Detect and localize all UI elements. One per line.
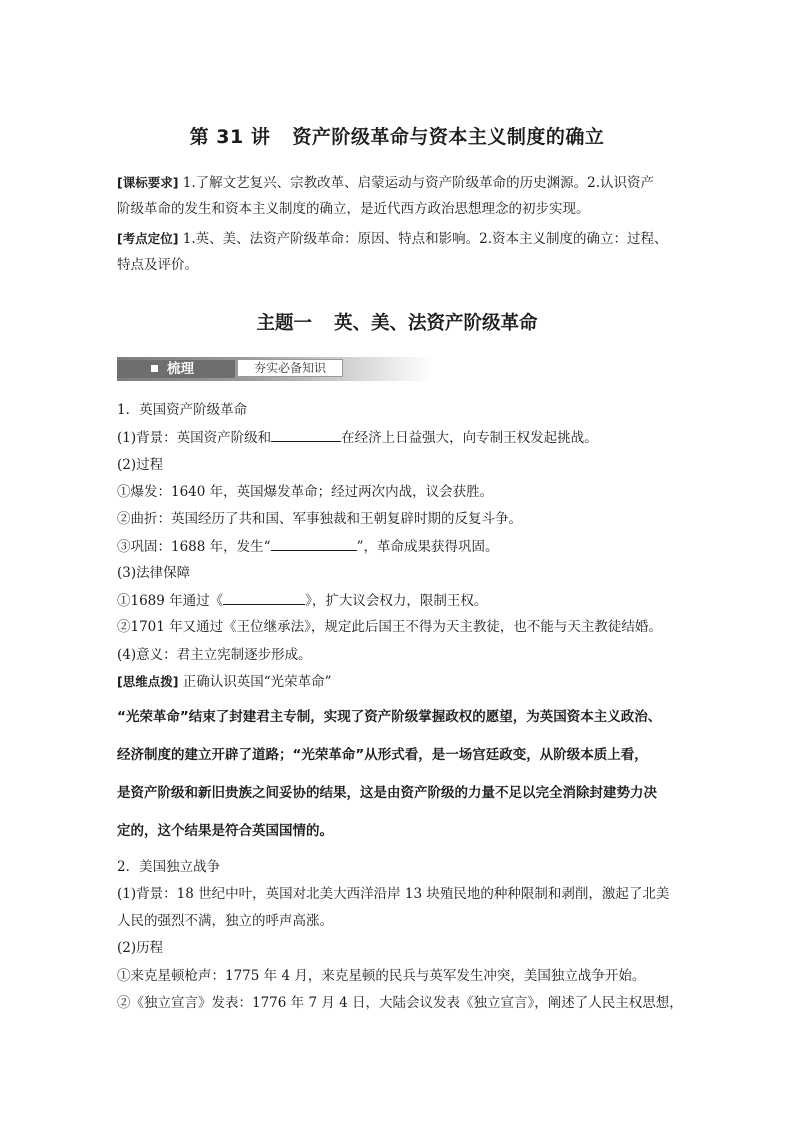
topic-title (0, 309, 794, 335)
lecture-heading: 资产阶级革命与资本主义制度的确立 (292, 126, 605, 148)
section-2-process-heading: (2)历程 (117, 940, 164, 956)
insight-line-2: 经济制度的建立开辟了道路；“光荣革命”从形式看，是一场宫廷政变，从阶级本质上看， (117, 747, 648, 763)
requirements-text-1: 1.了解文艺复兴、宗教改革、启蒙运动与资产阶级革命的历史渊源。2.认识资产 (182, 175, 654, 191)
positioning-text-2: 特点及评价。 (117, 257, 198, 273)
fill-blank (271, 427, 341, 442)
section-1-twists: ②曲折：英国经历了共和国、军事独裁和王朝复辟时期的反复斗争。 (117, 511, 522, 527)
section-banner (117, 357, 432, 381)
section-2-declaration: ②《独立宣言》发表：1776 年 7 月 4 日，大陆会议发表《独立宣言》，阐述了人民主权思想， (117, 995, 683, 1011)
section-1-outbreak: ①爆发：1640 年，英国爆发革命；经过两次内战，议会获胜。 (117, 484, 494, 500)
insight-tag: [思维点拨] (117, 674, 179, 689)
section-1-process-heading: (2)过程 (117, 457, 164, 473)
section-2-background-1: (1)背景：18 世纪中叶，英国对北美大西洋沿岸 13 块殖民地的种种限制和剥削，激起了北美 (117, 886, 670, 902)
square-bullet-icon (151, 365, 158, 372)
insight-line-4: 定的，这个结果是符合英国国情的。 (117, 823, 333, 839)
insight-title: 正确认识英国“光荣革命” (182, 674, 332, 690)
section-1-law-2: ②1701 年又通过《王位继承法》，规定此后国王不得为天主教徒，也不能与天主教徒结婚。 (117, 619, 662, 635)
section-1-heading: 1．英国资产阶级革命 (117, 402, 248, 418)
insight-heading (117, 672, 332, 692)
section-1-law-heading: (3)法律保障 (117, 565, 191, 581)
positioning-tag: [考点定位] (117, 231, 179, 246)
section-1-consolidate: ③巩固：1688 年，发生“ ”，革命成果获得巩固。 (117, 536, 498, 557)
topic-heading: 英、美、法资产阶级革命 (334, 313, 538, 334)
positioning-text-1: 1.英、美、法资产阶级革命：原因、特点和影响。2.资本主义制度的确立：过程、 (182, 231, 668, 247)
section-1-meaning: (4)意义：君主立宪制逐步形成。 (117, 647, 312, 663)
requirements-paragraph (117, 170, 679, 222)
lecture-number: 第 31 讲 (189, 126, 271, 148)
topic-label: 主题一 (256, 313, 312, 334)
banner-subtitle: 夯实必备知识 (237, 359, 343, 377)
requirements-text-2: 阶级革命的发生和资本主义制度的确立，是近代西方政治思想理念的初步实现。 (117, 201, 590, 217)
banner-label: 梳理 (167, 361, 194, 377)
insight-line-3: 是资产阶级和新旧贵族之间妥协的结果，这是由资产阶级的力量不足以完全消除封建势力决 (117, 785, 657, 801)
section-1-law-1: ①1689 年通过《 》，扩大议会权力，限制王权。 (117, 590, 487, 611)
positioning-paragraph (117, 226, 679, 278)
requirements-tag: [课标要求] (117, 175, 179, 190)
lecture-title (0, 122, 794, 149)
fill-blank (271, 536, 357, 551)
section-2-lexington: ①来克星顿枪声：1775 年 4 月，来克星顿的民兵与英军发生冲突，美国独立战争开始。 (117, 968, 646, 984)
section-2-background-2: 人民的强烈不满，独立的呼声高涨。 (117, 913, 333, 929)
section-1-background: (1)背景：英国资产阶级和 在经济上日益强大，向专制王权发起挑战。 (117, 427, 598, 448)
fill-blank (223, 590, 305, 605)
section-2-heading: 2．美国独立战争 (117, 859, 221, 875)
insight-line-1: “光荣革命”结束了封建君主专制，实现了资产阶级掌握政权的愿望，为英国资本主义政治、 (117, 709, 662, 725)
